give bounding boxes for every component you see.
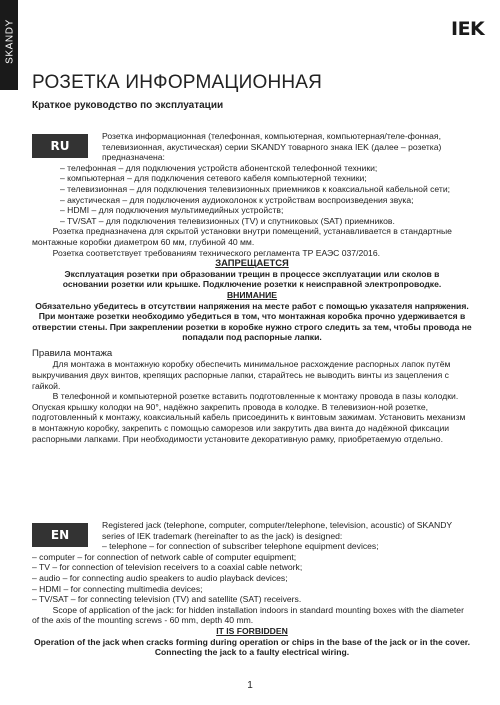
ru-attention-heading: ВНИМАНИЕ: [226, 289, 278, 300]
ru-mounting-heading: Правила монтажа: [32, 347, 113, 359]
page-subtitle: Краткое руководство по эксплуатации: [32, 100, 224, 111]
en-item: – audio – for connecting audio speakers to audio playback devices;: [32, 572, 288, 583]
ru-item: – компьютерная – для подключения сетевого кабеля компьютерной техники;: [60, 173, 367, 184]
ru-item: – HDMI – для подключения мультимедийных устройств;: [60, 205, 284, 216]
page-title: РОЗЕТКА ИНФОРМАЦИОННАЯ: [32, 72, 323, 93]
ru-intro: Розетка информационная (телефонная, компьютерная, компьютерная/теле-фонная, телевизионная, акустическая) серии SKANDY товарного знака IEK (далее – розетка) предназначена:: [102, 131, 442, 163]
section-en: [32, 520, 472, 658]
ru-item: – акустическая – для подключения аудиоколонок к устройствам воспроизведения звука;: [60, 194, 414, 205]
en-forbidden-text: Operation of the jack when cracks forming during operation or chips in the base of the jack or in the cover. Connecting the jack to a faulty electrical wiring.: [34, 636, 470, 658]
en-forbidden-heading: IT IS FORBIDDEN: [216, 625, 288, 636]
ru-item: – TV/SAT – для подключения телевизионных (TV) и спутниковых (SAT) приемников.: [60, 215, 395, 226]
ru-attention-text: Обязательно убедитесь в отсутствии напряжения на месте работ с помощью указателя напряжения. При монтаже розетки необходимо убедиться в том, что монтажная коробка прочно удерживается в отверстии стены. При закреплении розетки в коробке нужно строго следить за тем, чтобы провода не попадали под распорные лапки.: [32, 300, 472, 343]
page-number: 1: [247, 680, 253, 691]
brand-logo: IEK: [451, 18, 485, 40]
en-item: – computer – for connection of network cable of computer equipment;: [32, 551, 297, 562]
ru-forbidden-text: Эксплуатация розетки при образовании трещин в процессе эксплуатации или сколов в основании розетки или крышке. Подключение розетки к неисправной электропроводке.: [62, 268, 442, 290]
en-item: – telephone – for connection of subscriber telephone equipment devices;: [102, 541, 379, 552]
side-tab: [0, 0, 18, 90]
ru-mounting-p1: Для монтажа в монтажную коробку обеспечить минимальное расхождение распорных лапок путём выкручивания двух винтов, крепящих распорные лапки, старайтесь не выводить винты из зацепления с гайкой.: [32, 359, 451, 391]
ru-item: – телефонная – для подключения устройств абонентской телефонной техники;: [60, 162, 378, 173]
ru-mounting-p2: В телефонной и компьютерной розетке вставить подготовленные к монтажу провода в пазы колодки. Опуская крышку колодки на 90°, надёжно закрепить провода в колодке. В телевизион-ной розетке, подготовленный к монтажу, коаксиальный кабель присоединить к винтовым зажимам. Установить механизм в монтажную коробку, закрепить с помощью саморезов или закрутить два винта до надёжной фиксации распорными лапками. При необходимости установите декоративную рамку, приобретаемую отдельно.: [32, 391, 466, 444]
side-label: SKANDY: [4, 19, 16, 64]
language-badge-en: EN: [32, 523, 88, 547]
ru-compliance-text: Розетка соответствует требованиям технического регламента ТР ЕАЭС 037/2016.: [52, 247, 380, 258]
ru-install-text: Розетка предназначена для скрытой установки внутри помещений, устанавливается в стандартные монтажные коробки диаметром 60 мм, глубиной 40 мм.: [32, 226, 452, 247]
en-scope-text: Scope of application of the jack: for hidden installation indoors in standard mounting boxes with the diameter of the axis of the mounting screws - 60 mm, depth 40 mm.: [32, 604, 464, 626]
section-ru: [32, 131, 472, 444]
en-item: – TV/SAT – for connecting television (TV) and satellite (SAT) receivers.: [32, 594, 302, 605]
ru-forbidden-heading: ЗАПРЕЩАЕТСЯ: [215, 257, 289, 269]
en-item: – TV – for connection of television receivers to a coaxial cable network;: [32, 562, 303, 573]
language-badge-ru: RU: [32, 134, 88, 158]
ru-item: – телевизионная – для подключения телевизионных приемников к коаксиальной кабельной сети;: [60, 183, 451, 194]
en-item: – HDMI – for connecting multimedia devices;: [32, 583, 203, 594]
en-intro: Registered jack (telephone, computer, computer/telephone, television, acoustic) of SKANDY series of IEK trademark (hereinafter to as the jack) is designed:: [102, 520, 452, 541]
